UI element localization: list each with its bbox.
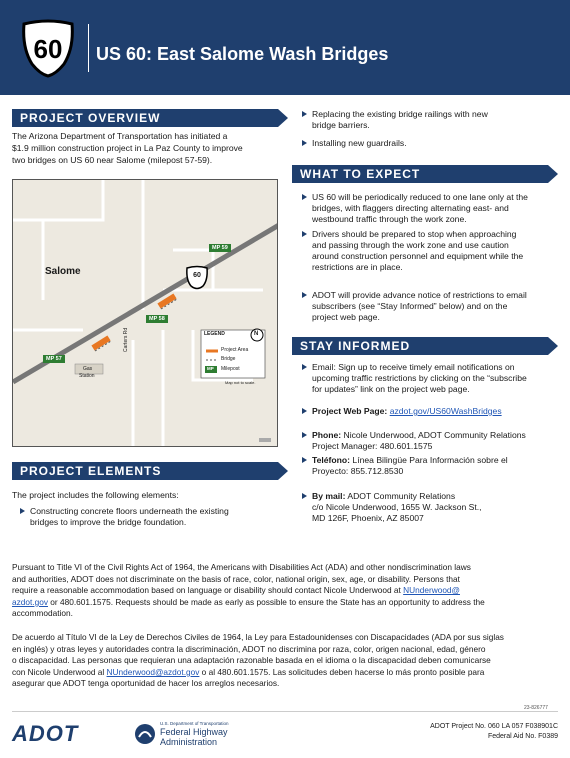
milepost-59-badge: MP 59 bbox=[209, 244, 231, 252]
mail-text: ADOT Community Relations bbox=[347, 491, 456, 501]
milepost-57-badge: MP 57 bbox=[43, 355, 65, 363]
legal-es-line-4-post: o al 480.601.1575. Las solicitudes deben hacerse lo más pronto posible para bbox=[199, 666, 485, 677]
expect-b1-line-1: US 60 will be periodically reduced to one lane only at the bbox=[312, 192, 528, 202]
project-elements-heading: PROJECT ELEMENTS bbox=[12, 462, 278, 480]
map-shield-label: 60 bbox=[193, 272, 201, 279]
guardrails-line: Installing new guardrails. bbox=[312, 138, 407, 148]
web-label: Project Web Page: bbox=[312, 406, 388, 416]
expect-b2-line-2: and passing through the work zone and use caution bbox=[312, 240, 509, 250]
legal-en-line-2: and authorities, ADOT does not discriminate on the basis of race, color, national origin, sex, age, or disability. Persons that bbox=[12, 573, 460, 584]
shield-number: 60 bbox=[33, 34, 63, 64]
federal-aid-number: Federal Aid No. F0389 bbox=[487, 733, 558, 740]
legal-notice-english bbox=[12, 562, 558, 620]
project-area-marker bbox=[159, 296, 177, 309]
phone-label: Phone: bbox=[312, 430, 342, 440]
informed-mail-bullet bbox=[302, 491, 482, 524]
usdot-seal-icon bbox=[134, 723, 156, 745]
map-graphic bbox=[13, 180, 278, 447]
fhwa-line-2: Federal Highway bbox=[160, 727, 228, 737]
legal-es-line-1: De acuerdo al Título VI de la Ley de Derechos Civiles de 1964, la Ley para Estadounidenses con Discapacidades (ADA por sus siglas bbox=[12, 632, 504, 642]
expect-b2-line-4: restrictions are in place. bbox=[312, 262, 403, 272]
expect-bullet-1 bbox=[302, 192, 528, 225]
fhwa-line-1: U.S. Department of Transportation bbox=[160, 721, 229, 726]
stay-informed-heading: STAY INFORMED bbox=[292, 337, 548, 355]
expect-b3-line-2: subscribers (see “Stay Informed” below) and on the bbox=[312, 301, 508, 311]
railings-line-2: bridge barriers. bbox=[312, 120, 370, 130]
telefono-text: Línea Bilingüe Para Información sobre el bbox=[352, 455, 508, 465]
mail-line-3: MD 126F, Phoenix, AZ 85007 bbox=[312, 513, 424, 523]
map-town-label: Salome bbox=[45, 266, 81, 277]
project-overview-heading: PROJECT OVERVIEW bbox=[12, 109, 278, 127]
legend-bridge: Bridge bbox=[221, 356, 236, 362]
phone-line-2: Project Manager: 480.601.1575 bbox=[312, 441, 433, 451]
elements-bullet-1-line-2: bridges to improve the bridge foundation. bbox=[30, 517, 187, 527]
north-arrow-icon: N bbox=[254, 331, 259, 337]
legend-milepost: Milepost bbox=[221, 366, 240, 372]
legend-title: LEGEND bbox=[204, 331, 225, 337]
overview-line-1: The Arizona Department of Transportation has initiated a bbox=[12, 131, 228, 141]
email-line-1: Email: Sign up to receive timely email notifications on bbox=[312, 362, 515, 372]
legal-es-line-2: en inglés) y otras leyes y autoridades contra la discriminación, ADOT no discrimina por raza, color, origen nacional, edad, género bbox=[12, 643, 486, 654]
project-area-marker bbox=[93, 338, 111, 351]
expect-b2-line-3: around construction personnel and equipment while the bbox=[312, 251, 524, 261]
railings-line-1: Replacing the existing bridge railings with new bbox=[312, 109, 488, 119]
legal-en-line-1: Pursuant to Title VI of the Civil Rights Act of 1964, the Americans with Disabilities Act (ADA) and other nondiscrimination laws bbox=[12, 562, 471, 572]
legal-en-email-link[interactable]: NUnderwood@ bbox=[403, 585, 460, 596]
legal-notice-spanish bbox=[12, 632, 558, 690]
expect-b3-line-3: project web page. bbox=[312, 312, 380, 322]
mail-label: By mail: bbox=[312, 491, 346, 501]
informed-web-bullet bbox=[302, 406, 502, 417]
elements-bullet-1 bbox=[20, 506, 229, 528]
element-bullet-railings bbox=[302, 109, 488, 131]
adot-logo: ADOT bbox=[12, 721, 79, 746]
element-bullet-guardrails bbox=[302, 138, 407, 149]
mail-line-2: c/o Nicole Underwood, 1655 W. Jackson St., bbox=[312, 502, 482, 512]
header-divider bbox=[88, 24, 89, 72]
document-code: 23-826777 bbox=[524, 705, 548, 711]
map-scale-note: Map not to scale. bbox=[225, 380, 256, 385]
adot-project-number: ADOT Project No. 060 LA 057 F038901C bbox=[430, 723, 558, 730]
legal-es-line-5: asegurar que ADOT tenga oportunidad de hacer los arreglos necesarios. bbox=[12, 678, 280, 689]
phone-text: Nicole Underwood, ADOT Community Relations bbox=[343, 430, 526, 440]
gas-station-label-2: Station bbox=[79, 373, 95, 379]
legal-es-line-4-pre: con Nicole Underwood al bbox=[12, 666, 107, 677]
legal-en-line-5: accommodation. bbox=[12, 608, 73, 619]
legal-es-line-3: o discapacidad. Las personas que requieran una adaptación razonable basada en el idioma o la discapacidad deben comunicarse bbox=[12, 655, 491, 666]
overview-line-2: $1.9 million construction project in La Paz County to improve bbox=[12, 143, 243, 153]
milepost-58-badge: MP 58 bbox=[146, 315, 168, 323]
legal-en-email-link-cont[interactable]: azdot.gov bbox=[12, 596, 48, 607]
expect-b1-line-2: bridges, with flaggers directing alternating east- and bbox=[312, 203, 509, 213]
road-label: Carters Rd bbox=[123, 327, 129, 352]
legal-en-line-3: require a reasonable accommodation based on language or disability should contact Nicole Underwood at bbox=[12, 585, 401, 596]
email-line-2: upcoming traffic restrictions by clicking on the “subscribe bbox=[312, 373, 527, 383]
legend-project-area: Project Area bbox=[221, 347, 249, 353]
informed-telefono-bullet bbox=[302, 455, 508, 477]
project-web-link[interactable]: azdot.gov/US60WashBridges bbox=[389, 406, 502, 416]
page-title: US 60: East Salome Wash Bridges bbox=[96, 44, 389, 64]
legend-milepost-badge: MP bbox=[207, 366, 214, 371]
what-to-expect-heading: WHAT TO EXPECT bbox=[292, 165, 548, 183]
expect-b2-line-1: Drivers should be prepared to stop when approaching bbox=[312, 229, 517, 239]
project-map bbox=[12, 179, 278, 447]
fhwa-line-3: Administration bbox=[160, 737, 218, 747]
expect-b3-line-1: ADOT will provide advance notice of restrictions to email bbox=[312, 290, 527, 300]
email-line-3: for updates” link on the project web page. bbox=[312, 384, 470, 394]
expect-b1-line-3: westbound traffic through the work zone. bbox=[312, 214, 467, 224]
footer-rule bbox=[12, 711, 558, 712]
us-route-shield-icon bbox=[18, 18, 78, 78]
telefono-line-2: Proyecto: 855.712.8530 bbox=[312, 466, 404, 476]
overview-line-3: two bridges on US 60 near Salome (milepost 57-59). bbox=[12, 155, 213, 165]
expect-bullet-2 bbox=[302, 229, 523, 273]
expect-bullet-3 bbox=[302, 290, 527, 323]
informed-phone-bullet bbox=[302, 430, 526, 452]
legal-en-line-4: or 480.601.1575. Requests should be made as early as possible to ensure the State has an opportunity to address the bbox=[47, 596, 485, 607]
elements-intro: The project includes the following elements: bbox=[12, 490, 179, 500]
legal-es-email-link[interactable]: NUnderwood@azdot.gov bbox=[106, 666, 200, 677]
telefono-label: Teléfono: bbox=[312, 455, 351, 465]
gas-station-label-1: Gas bbox=[83, 366, 93, 372]
informed-email-bullet bbox=[302, 362, 527, 395]
page-header bbox=[0, 0, 570, 95]
elements-bullet-1-line-1: Constructing concrete floors underneath the existing bbox=[30, 506, 229, 516]
